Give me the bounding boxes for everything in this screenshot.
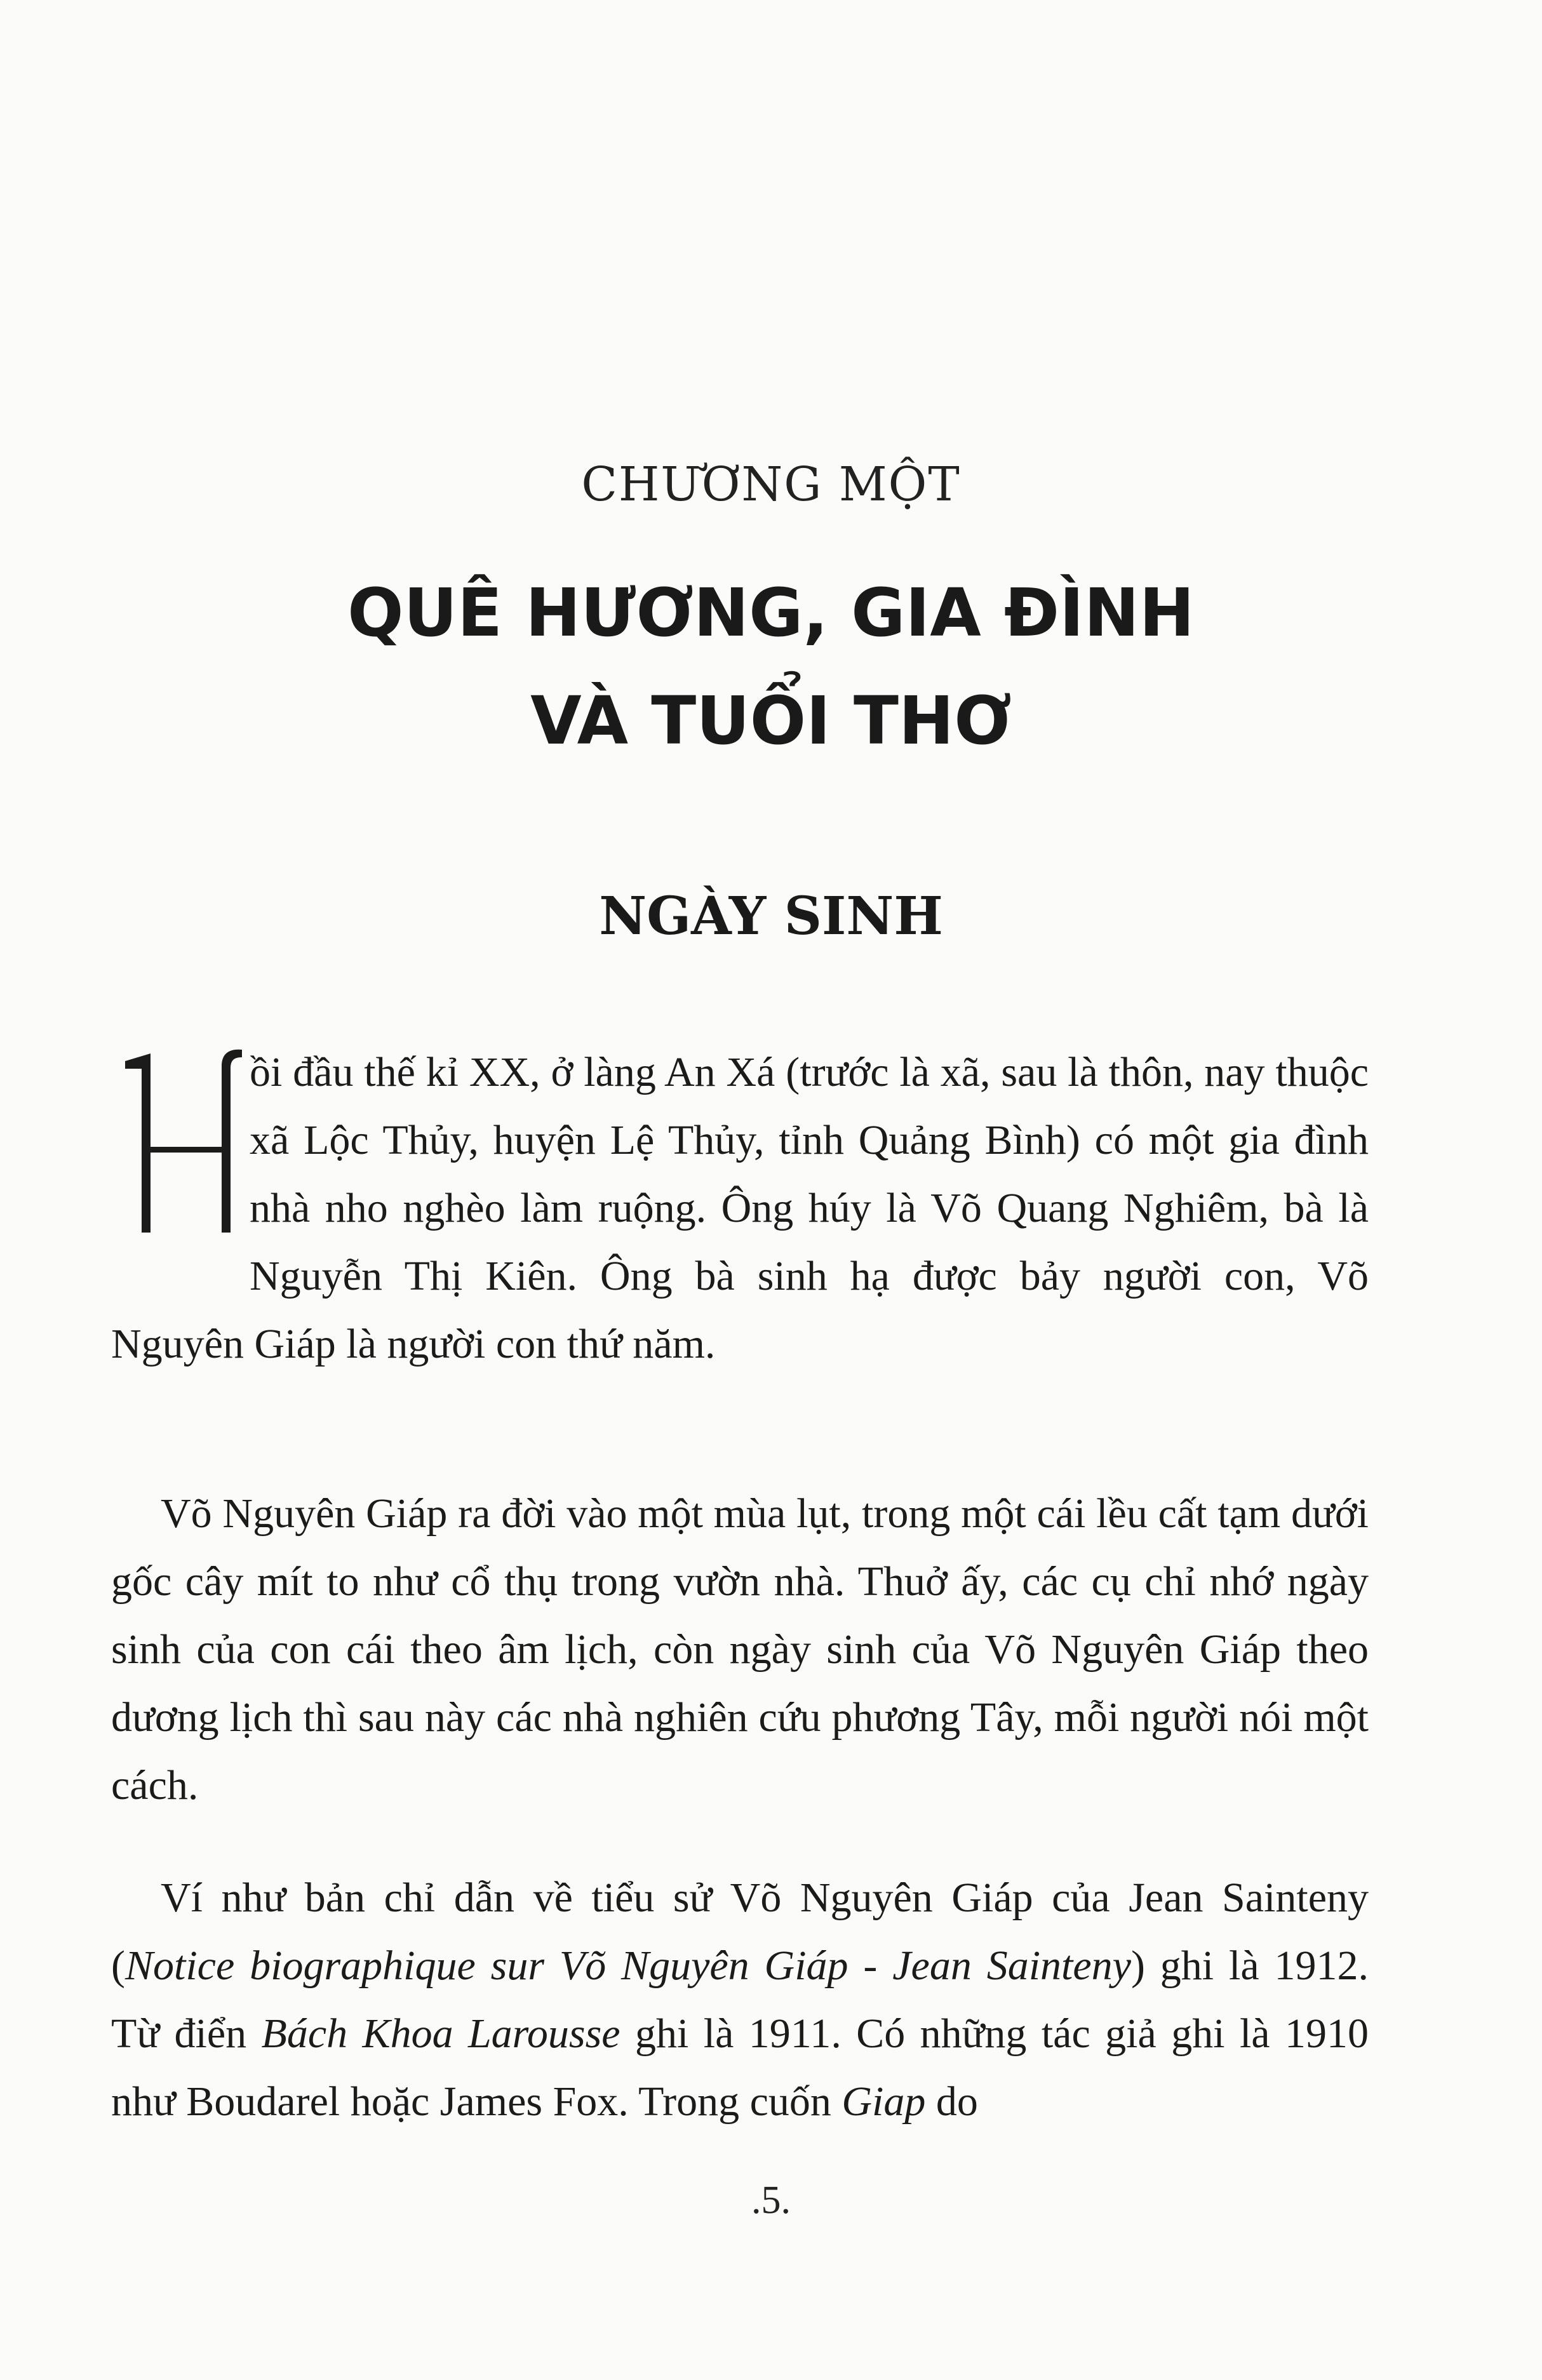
chapter-title-line-1: QUÊ HƯƠNG, GIA ĐÌNH xyxy=(347,574,1195,652)
drop-cap xyxy=(111,1042,245,1245)
paragraph-3-italic-3: Giap xyxy=(841,2078,926,2125)
paragraph-3-part-3: ghi là 1911. Có những tác giả ghi là 1910 như Boudarel hoặc James Fox. Trong cuốn xyxy=(111,2010,1369,2125)
paragraph-3 xyxy=(111,1864,1369,2136)
chapter-title xyxy=(0,559,1542,775)
section-title: NGÀY SINH xyxy=(599,886,943,947)
drop-cap-h-glyph xyxy=(111,1042,245,1245)
paragraph-1 xyxy=(111,1038,1369,1378)
paragraph-3-italic-2: Bách Khoa Larousse xyxy=(261,2010,620,2057)
paragraph-3-part-4: do xyxy=(925,2078,978,2125)
page-number: .5. xyxy=(751,2179,791,2222)
paragraph-1-text: ồi đầu thế kỉ XX, ở làng An Xá (trước là xã, sau là thôn, nay thuộc xã Lộc Thủy, huyện Lệ Thủy, tỉnh Quảng Bình) có một gia đình nhà nho nghèo làm ruộng. Ông húy là Võ Quang Nghiêm, bà là Nguyễn Thị Kiên. Ông bà sinh hạ được bảy người con, Võ Nguyên Giáp là người con thứ năm. xyxy=(111,1049,1369,1367)
paragraph-3-part-2: ) ghi là 1912. Từ điển xyxy=(111,1942,1369,2057)
paragraph-3-part-1: Ví như bản chỉ dẫn về tiểu sử Võ Nguyên Giáp của Jean Sainteny ( xyxy=(111,1875,1369,1989)
chapter-title-line-2: VÀ TUỔI THƠ xyxy=(530,682,1012,759)
chapter-label: CHƯƠNG MỘT xyxy=(581,457,961,512)
paragraph-3-italic-1: Notice biographique sur Võ Nguyên Giáp - Jean Sainteny xyxy=(124,1942,1131,1989)
paragraph-2: Võ Nguyên Giáp ra đời vào một mùa lụt, trong một cái lều cất tạm dưới gốc cây mít to như cổ thụ trong vườn nhà. Thuở ấy, các cụ chỉ nhớ ngày sinh của con cái theo âm lịch, còn ngày sinh của Võ Nguyên Giáp theo dương lịch thì sau này các nhà nghiên cứu phương Tây, mỗi người nói một cách. xyxy=(111,1490,1369,1808)
